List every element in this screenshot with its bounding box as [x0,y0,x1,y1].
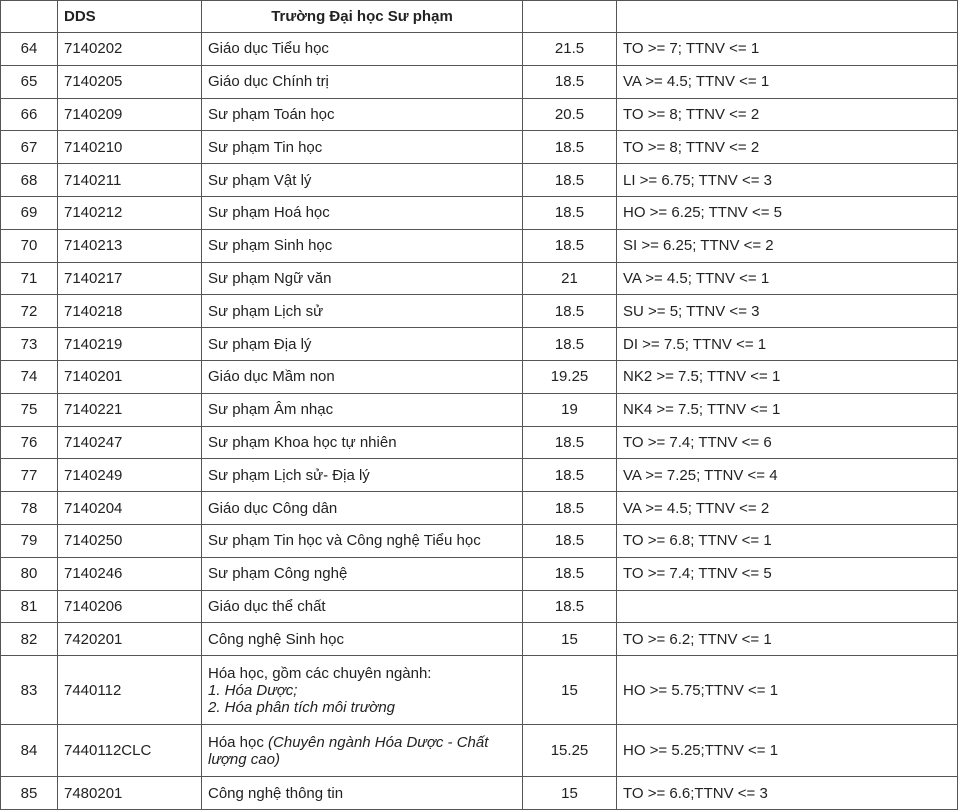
row-score: 18.5 [523,524,617,557]
table-row [1,492,958,525]
header-score [523,1,617,33]
header-criteria [617,1,958,33]
row-major-name: Sư phạm Tin học [202,131,523,164]
row-criteria: TO >= 7.4; TTNV <= 5 [617,557,958,590]
row-code: 7480201 [58,777,202,810]
table-row [1,98,958,131]
table-row [1,33,958,66]
row-major-name: Giáo dục Công dân [202,492,523,525]
row-major-name: Sư phạm Tin học và Công nghệ Tiểu học [202,524,523,557]
row-stt: 75 [1,393,58,426]
row-code: 7140249 [58,459,202,492]
major-name-sub: 1. Hóa Dược; [208,681,298,699]
row-score: 18.5 [523,426,617,459]
row-major-name: Sư phạm Âm nhạc [202,393,523,426]
row-criteria: HO >= 5.25;TTNV <= 1 [617,725,958,777]
row-code: 7140202 [58,33,202,66]
row-major-name: Sư phạm Khoa học tự nhiên [202,426,523,459]
row-major-name: Giáo dục thể chất [202,590,523,623]
row-stt: 66 [1,98,58,131]
major-name-sub: 2. Hóa phân tích môi trường [208,698,396,716]
table-row [1,459,958,492]
row-major-name: Giáo dục Tiểu học [202,33,523,66]
row-criteria: TO >= 6.2; TTNV <= 1 [617,623,958,656]
row-stt: 71 [1,262,58,295]
row-criteria: HO >= 6.25; TTNV <= 5 [617,196,958,229]
row-criteria: TO >= 7.4; TTNV <= 6 [617,426,958,459]
table-row [1,262,958,295]
row-criteria: NK2 >= 7.5; TTNV <= 1 [617,360,958,393]
row-stt: 70 [1,229,58,262]
major-name-sub: (Chuyên ngành Hóa Dược - Chất lượng cao) [208,733,489,768]
table-row [1,524,958,557]
table-row [1,393,958,426]
table-row [1,557,958,590]
row-major-name [202,725,523,777]
row-code: 7140205 [58,65,202,98]
header-stt [1,1,58,33]
row-criteria: TO >= 6.8; TTNV <= 1 [617,524,958,557]
row-code: 7440112CLC [58,725,202,777]
row-stt: 77 [1,459,58,492]
row-stt: 78 [1,492,58,525]
row-code: 7140218 [58,295,202,328]
row-score: 18.5 [523,196,617,229]
row-criteria: VA >= 4.5; TTNV <= 1 [617,65,958,98]
row-major-name: Sư phạm Địa lý [202,328,523,361]
row-code: 7140247 [58,426,202,459]
row-major-name: Sư phạm Ngữ văn [202,262,523,295]
row-score: 21.5 [523,33,617,66]
row-score: 19 [523,393,617,426]
row-code: 7140209 [58,98,202,131]
row-stt: 73 [1,328,58,361]
row-major-name: Sư phạm Công nghệ [202,557,523,590]
row-score: 18.5 [523,229,617,262]
row-criteria: TO >= 8; TTNV <= 2 [617,98,958,131]
row-stt: 83 [1,656,58,725]
table-row [1,656,958,725]
row-code: 7140213 [58,229,202,262]
row-code: 7140221 [58,393,202,426]
table-row [1,131,958,164]
row-code: 7140217 [58,262,202,295]
row-code: 7440112 [58,656,202,725]
row-stt: 85 [1,777,58,810]
row-stt: 80 [1,557,58,590]
row-criteria: HO >= 5.75;TTNV <= 1 [617,656,958,725]
row-score: 19.25 [523,360,617,393]
row-major-name: Sư phạm Toán học [202,98,523,131]
row-criteria: NK4 >= 7.5; TTNV <= 1 [617,393,958,426]
row-score: 15 [523,656,617,725]
table-row [1,725,958,777]
row-criteria: TO >= 6.6;TTNV <= 3 [617,777,958,810]
table-row [1,360,958,393]
row-criteria [617,590,958,623]
major-name-main: Hóa học, gồm các chuyên ngành: [208,664,432,682]
table-row [1,328,958,361]
row-score: 18.5 [523,164,617,197]
row-criteria: LI >= 6.75; TTNV <= 3 [617,164,958,197]
row-criteria: VA >= 4.5; TTNV <= 2 [617,492,958,525]
row-score: 18.5 [523,492,617,525]
row-major-name: Sư phạm Sinh học [202,229,523,262]
row-stt: 76 [1,426,58,459]
row-criteria: SI >= 6.25; TTNV <= 2 [617,229,958,262]
row-score: 18.5 [523,557,617,590]
row-score: 15 [523,623,617,656]
row-score: 18.5 [523,459,617,492]
table-row [1,590,958,623]
table-row [1,777,958,810]
row-score: 18.5 [523,295,617,328]
row-major-name: Sư phạm Lịch sử- Địa lý [202,459,523,492]
row-code: 7140212 [58,196,202,229]
table-row [1,196,958,229]
row-major-name: Giáo dục Mầm non [202,360,523,393]
row-code: 7140204 [58,492,202,525]
row-score: 18.5 [523,65,617,98]
table-row [1,623,958,656]
row-score: 18.5 [523,590,617,623]
row-code: 7140201 [58,360,202,393]
row-criteria: VA >= 7.25; TTNV <= 4 [617,459,958,492]
header-code: DDS [58,1,202,33]
row-major-name [202,656,523,725]
header-school-name: Trường Đại học Sư phạm [202,1,523,33]
row-stt: 67 [1,131,58,164]
row-stt: 65 [1,65,58,98]
table-header-row [1,1,958,33]
row-stt: 79 [1,524,58,557]
table-row [1,164,958,197]
row-stt: 72 [1,295,58,328]
row-stt: 84 [1,725,58,777]
row-code: 7420201 [58,623,202,656]
row-major-name: Công nghệ Sinh học [202,623,523,656]
row-score: 15.25 [523,725,617,777]
row-criteria: TO >= 7; TTNV <= 1 [617,33,958,66]
major-name-main: Hóa học [208,733,264,751]
row-major-name: Sư phạm Lịch sử [202,295,523,328]
row-stt: 69 [1,196,58,229]
row-stt: 68 [1,164,58,197]
row-stt: 82 [1,623,58,656]
row-criteria: VA >= 4.5; TTNV <= 1 [617,262,958,295]
row-code: 7140250 [58,524,202,557]
row-score: 15 [523,777,617,810]
row-major-name: Giáo dục Chính trị [202,65,523,98]
row-stt: 64 [1,33,58,66]
row-code: 7140219 [58,328,202,361]
row-score: 20.5 [523,98,617,131]
table-row [1,65,958,98]
row-major-name: Sư phạm Vật lý [202,164,523,197]
row-score: 18.5 [523,131,617,164]
row-stt: 74 [1,360,58,393]
row-major-name: Sư phạm Hoá học [202,196,523,229]
row-major-name: Công nghệ thông tin [202,777,523,810]
row-code: 7140210 [58,131,202,164]
table-row [1,295,958,328]
row-criteria: DI >= 7.5; TTNV <= 1 [617,328,958,361]
row-stt: 81 [1,590,58,623]
row-criteria: TO >= 8; TTNV <= 2 [617,131,958,164]
table-row [1,426,958,459]
row-score: 21 [523,262,617,295]
row-code: 7140211 [58,164,202,197]
row-code: 7140206 [58,590,202,623]
table-row [1,229,958,262]
row-criteria: SU >= 5; TTNV <= 3 [617,295,958,328]
row-score: 18.5 [523,328,617,361]
row-code: 7140246 [58,557,202,590]
